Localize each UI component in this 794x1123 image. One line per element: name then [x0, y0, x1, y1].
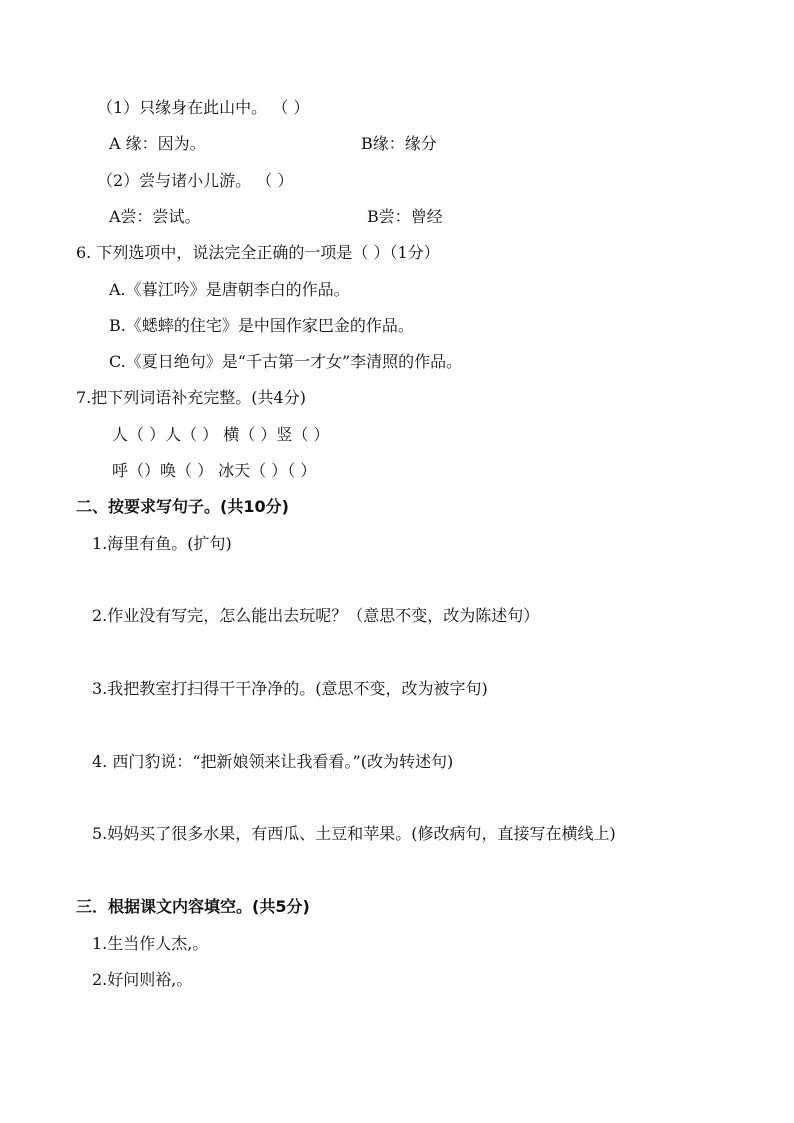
section2-item-2: 2.作业没有写完，怎么能出去玩呢？（意思不变，改为陈述句） — [92, 606, 540, 625]
q6-option-b: B.《蟋蟀的住宅》是中国作家巴金的作品。 — [109, 316, 414, 335]
section2-item-4: 4. 西门豹说：“把新娘领来让我看看。”(改为转述句) — [92, 752, 454, 771]
section3-item-1: 1.生当作人杰,。 — [92, 934, 209, 953]
q5-item1-option-b: B缘：缘分 — [361, 134, 437, 153]
q5-item2-stem: （2）尝与诸小儿游。 （ ） — [97, 171, 294, 190]
q7-stem: 7.把下列词语补充完整。(共4分) — [76, 388, 306, 407]
section3-heading: 三．根据课文内容填空。(共5分) — [76, 897, 310, 916]
q5-item2-option-a: A尝：尝试。 — [109, 207, 201, 226]
q5-item1-option-a: A 缘：因为。 — [109, 134, 206, 153]
q6-option-c: C.《夏日绝句》是“千古第一才女”李清照的作品。 — [109, 352, 463, 371]
q5-item1-stem: （1）只缘身在此山中。 （ ） — [97, 98, 310, 117]
section2-item-5: 5.妈妈买了很多水果，有西瓜、土豆和苹果。(修改病句，直接写在横线上) — [92, 824, 616, 843]
q7-row1: 人（ ）人（ ） 横（ ）竖（ ） — [112, 425, 330, 444]
q6-stem: 6. 下列选项中，说法完全正确的一项是（ ）（1分） — [76, 243, 440, 262]
section2-heading: 二、按要求写句子。(共10分) — [76, 497, 289, 516]
q7-row2: 呼（）唤（ ） 冰天（ ）（ ） — [112, 461, 317, 480]
section3-item-2: 2.好问则裕,。 — [92, 970, 193, 989]
section2-item-3: 3.我把教室打扫得干干净净的。(意思不变，改为被字句) — [92, 679, 488, 698]
q6-option-a: A.《暮江吟》是唐朝李白的作品。 — [109, 280, 350, 299]
q5-item2-option-b: B尝：曾经 — [367, 207, 443, 226]
section2-item-1: 1.海里有鱼。(扩句) — [92, 534, 232, 553]
